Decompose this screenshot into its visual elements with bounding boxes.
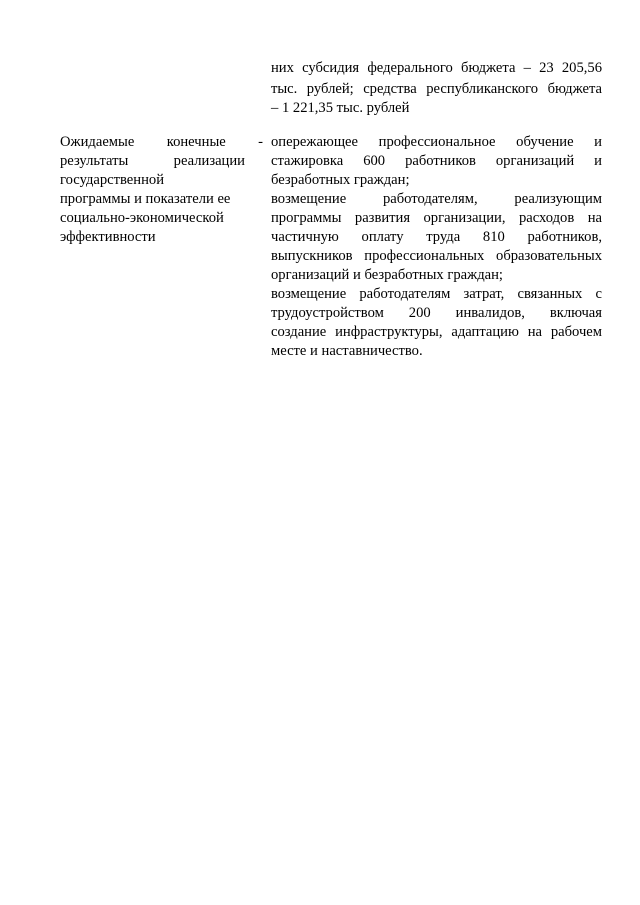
- value-line: создание инфраструктуры, адаптацию на рабочем: [271, 324, 602, 340]
- label-line: программы и показатели ее: [60, 191, 231, 207]
- label-line: эффективности: [60, 229, 156, 245]
- value-line: безработных граждан;: [271, 172, 410, 188]
- value-line: опережающее профессиональное обучение и: [271, 134, 602, 150]
- value-line: частичную оплату труда 810 работников,: [271, 229, 602, 245]
- value-line: программы развития организации, расходов на: [271, 210, 602, 226]
- value-line: возмещение работодателям, реализующим: [271, 191, 602, 207]
- label-line: результаты реализации: [60, 153, 245, 169]
- value-line: организаций и безработных граждан;: [271, 267, 503, 283]
- value-line: выпускников профессиональных образовательных: [271, 248, 602, 264]
- label-line: Ожидаемые конечные -: [60, 134, 263, 150]
- funding-line: них субсидия федерального бюджета – 23 205,56: [271, 60, 602, 76]
- value-line: возмещение работодателям затрат, связанных с: [271, 286, 602, 302]
- label-line: социально-экономической: [60, 210, 224, 226]
- funding-line: тыс. рублей; средства республиканского бюджета: [271, 81, 602, 97]
- value-line: трудоустройством 200 инвалидов, включая: [271, 305, 602, 321]
- funding-line: – 1 221,35 тыс. рублей: [271, 100, 410, 116]
- value-line: стажировка 600 работников организаций и: [271, 153, 602, 169]
- value-line: месте и наставничество.: [271, 343, 423, 359]
- label-line: государственной: [60, 172, 165, 188]
